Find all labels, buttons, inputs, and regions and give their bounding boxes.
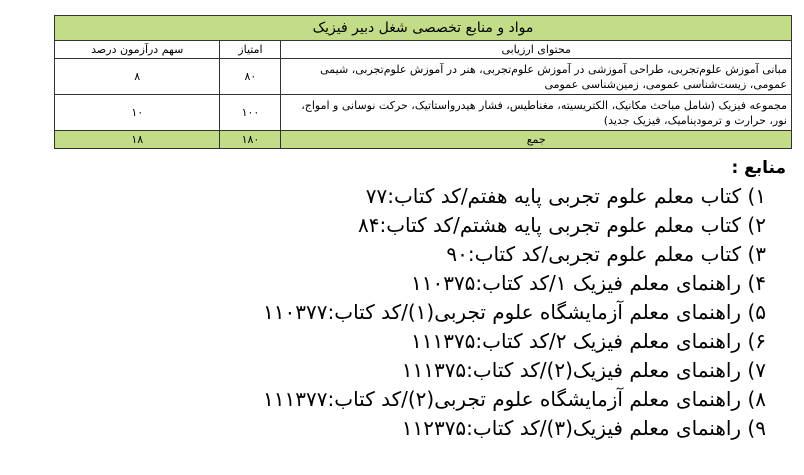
source-item: ۵) راهنمای معلم آزمایشگاه علوم تجربی(۱)/کد کتاب:۱۱۰۳۷۷ <box>263 300 766 324</box>
source-item: ۹) راهنمای معلم فیزیک(۳)/کد کتاب:۱۱۲۳۷۵ <box>401 416 766 440</box>
table-title-row <box>55 16 792 41</box>
source-item: ۱) کتاب معلم علوم تجربی پایه هفتم/کد کتاب:۷۷ <box>365 184 766 208</box>
header-score: امتیاز <box>220 41 281 59</box>
header-share: سهم درآزمون درصد <box>55 41 220 59</box>
source-item: ۶) راهنمای معلم فیزیک ۲/کد کتاب:۱۱۱۳۷۵ <box>410 329 766 353</box>
table-row <box>55 59 792 95</box>
sources-list <box>263 182 766 443</box>
header-content: محتوای ارزیابی <box>281 41 792 59</box>
source-item: ۴) راهنمای معلم فیزیک ۱/کد کتاب:۱۱۰۳۷۵ <box>410 271 766 295</box>
row-score: ۱۰۰ <box>220 95 281 131</box>
sources-heading: منابع : <box>731 158 786 178</box>
table-row <box>55 95 792 131</box>
total-label: جمع <box>281 131 792 149</box>
table-header-row <box>55 41 792 59</box>
row-score: ۸۰ <box>220 59 281 95</box>
total-share: ۱۸ <box>55 131 220 149</box>
row-content: مبانی آموزش علوم‌تجربی، طراحی آموزشی در آموزش علوم‌تجربی، هنر در آموزش علوم‌تجربی، شیمی عمومی، زیست‌شناسی عمومی، زمین‌شناسی عمومی <box>281 59 792 95</box>
source-item: ۷) راهنمای معلم فیزیک(۲)/کد کتاب:۱۱۱۳۷۵ <box>401 358 766 382</box>
source-item: ۲) کتاب معلم علوم تجربی پایه هشتم/کد کتاب:۸۴ <box>358 213 766 237</box>
row-share: ۸ <box>55 59 220 95</box>
source-item: ۸) راهنمای معلم آزمایشگاه علوم تجربی(۲)/کد کتاب:۱۱۱۳۷۷ <box>263 387 766 411</box>
row-share: ۱۰ <box>55 95 220 131</box>
table-total-row <box>55 131 792 149</box>
table-title: مواد و منابع تخصصی شغل دبیر فیزیک <box>55 16 792 41</box>
row-content: مجموعه فیزیک (شامل مباحث مکانیک، الکتریسیته، مغناطیس، فشار هیدرواستاتیک، حرکت نوسانی و امواج، نور، حرارت و ترمودینامیک، فیزیک جدید) <box>281 95 792 131</box>
subjects-table <box>54 15 792 149</box>
source-item: ۳) کتاب معلم علوم تجربی/کد کتاب:۹۰ <box>446 242 766 266</box>
total-score: ۱۸۰ <box>220 131 281 149</box>
